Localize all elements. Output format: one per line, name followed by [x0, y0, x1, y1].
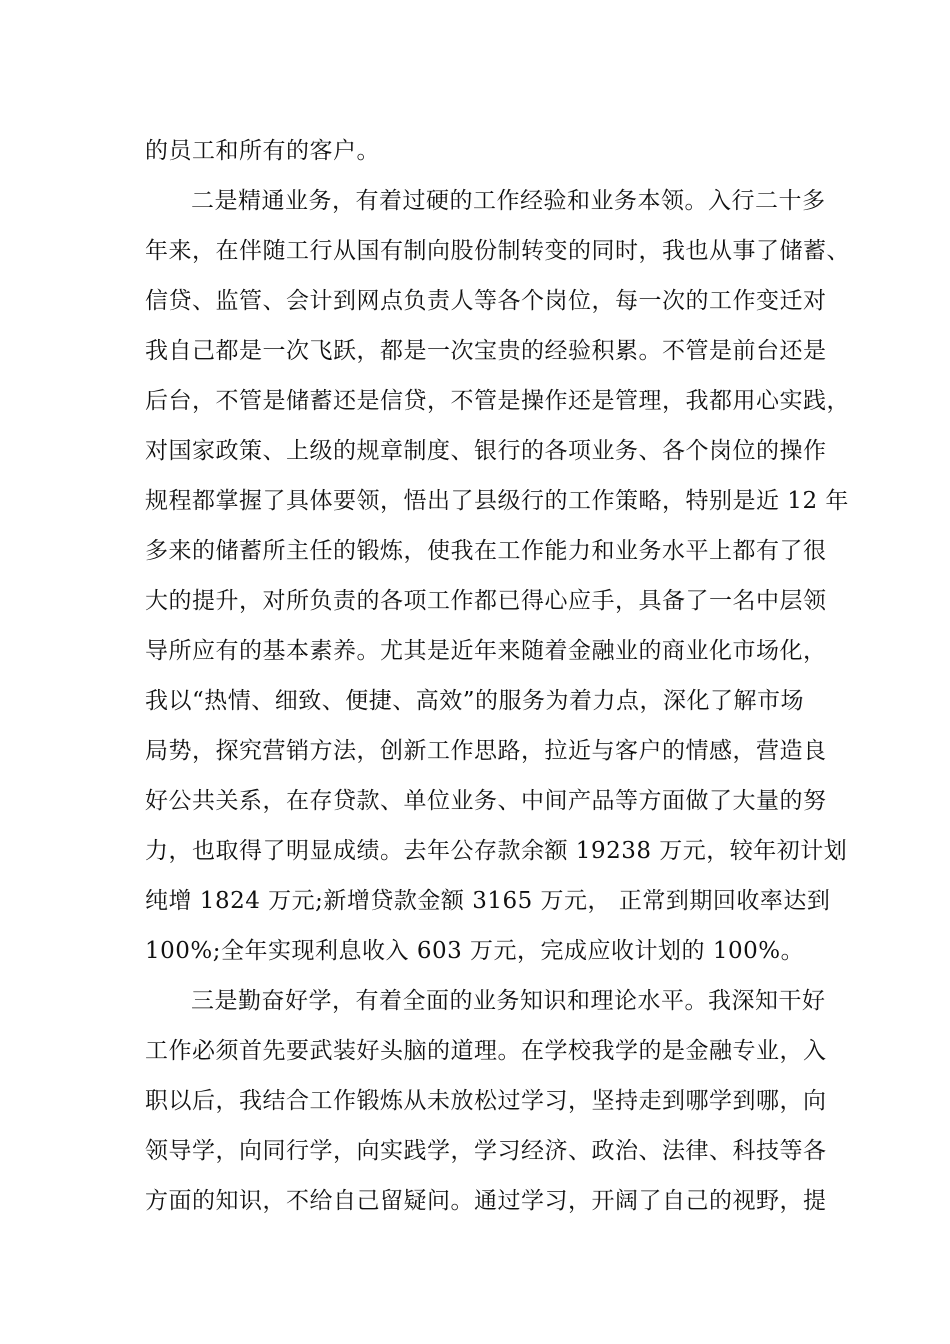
- text-line-13: 局势，探究营销方法，创新工作思路，拉近与客户的情感，营造良: [145, 738, 827, 764]
- text-line-2: 二是精通业务，有着过硬的工作经验和业务本领。入行二十多: [191, 188, 826, 214]
- text-line-7: 对国家政策、上级的规章制度、银行的各项业务、各个岗位的操作: [145, 438, 827, 464]
- text-line-1: 的员工和所有的客户。: [145, 138, 380, 164]
- text-line-20: 职以后，我结合工作锻炼从未放松过学习，坚持走到哪学到哪，向: [145, 1088, 827, 1114]
- text-line-3: 年来，在伴随工行从国有制向股份制转变的同时，我也从事了储蓄、: [145, 238, 850, 264]
- text-line-15: 力，也取得了明显成绩。去年公存款余额 19238 万元，较年初计划: [145, 838, 848, 864]
- text-line-5: 我自己都是一次飞跃，都是一次宝贵的经验积累。不管是前台还是: [145, 338, 827, 364]
- text-line-4: 信贷、监管、会计到网点负责人等各个岗位，每一次的工作变迁对: [145, 288, 827, 314]
- text-line-16: 纯增 1824 万元;新增贷款金额 3165 万元， 正常到期回收率达到: [145, 888, 831, 914]
- text-line-6: 后台，不管是储蓄还是信贷，不管是操作还是管理，我都用心实践，: [145, 388, 850, 414]
- text-line-17: 100%;全年实现利息收入 603 万元，完成应收计划的 100%。: [145, 938, 805, 964]
- text-line-21: 领导学，向同行学，向实践学，学习经济、政治、法律、科技等各: [145, 1138, 827, 1164]
- text-line-10: 大的提升，对所负责的各项工作都已得心应手，具备了一名中层领: [145, 588, 827, 614]
- text-line-14: 好公共关系，在存贷款、单位业务、中间产品等方面做了大量的努: [145, 788, 827, 814]
- text-line-19: 工作必须首先要武装好头脑的道理。在学校我学的是金融专业，入: [145, 1038, 827, 1064]
- text-line-11: 导所应有的基本素养。尤其是近年来随着金融业的商业化市场化，: [145, 638, 827, 664]
- text-line-22: 方面的知识，不给自己留疑问。通过学习，开阔了自己的视野，提: [145, 1188, 827, 1214]
- text-line-12: 我以“热情、细致、便捷、高效”的服务为着力点，深化了解市场: [145, 688, 805, 714]
- text-line-18: 三是勤奋好学，有着全面的业务知识和理论水平。我深知干好: [191, 988, 826, 1014]
- text-line-8: 规程都掌握了具体要领，悟出了县级行的工作策略，特别是近 12 年: [145, 488, 849, 514]
- text-line-9: 多来的储蓄所主任的锻炼，使我在工作能力和业务水平上都有了很: [145, 538, 827, 564]
